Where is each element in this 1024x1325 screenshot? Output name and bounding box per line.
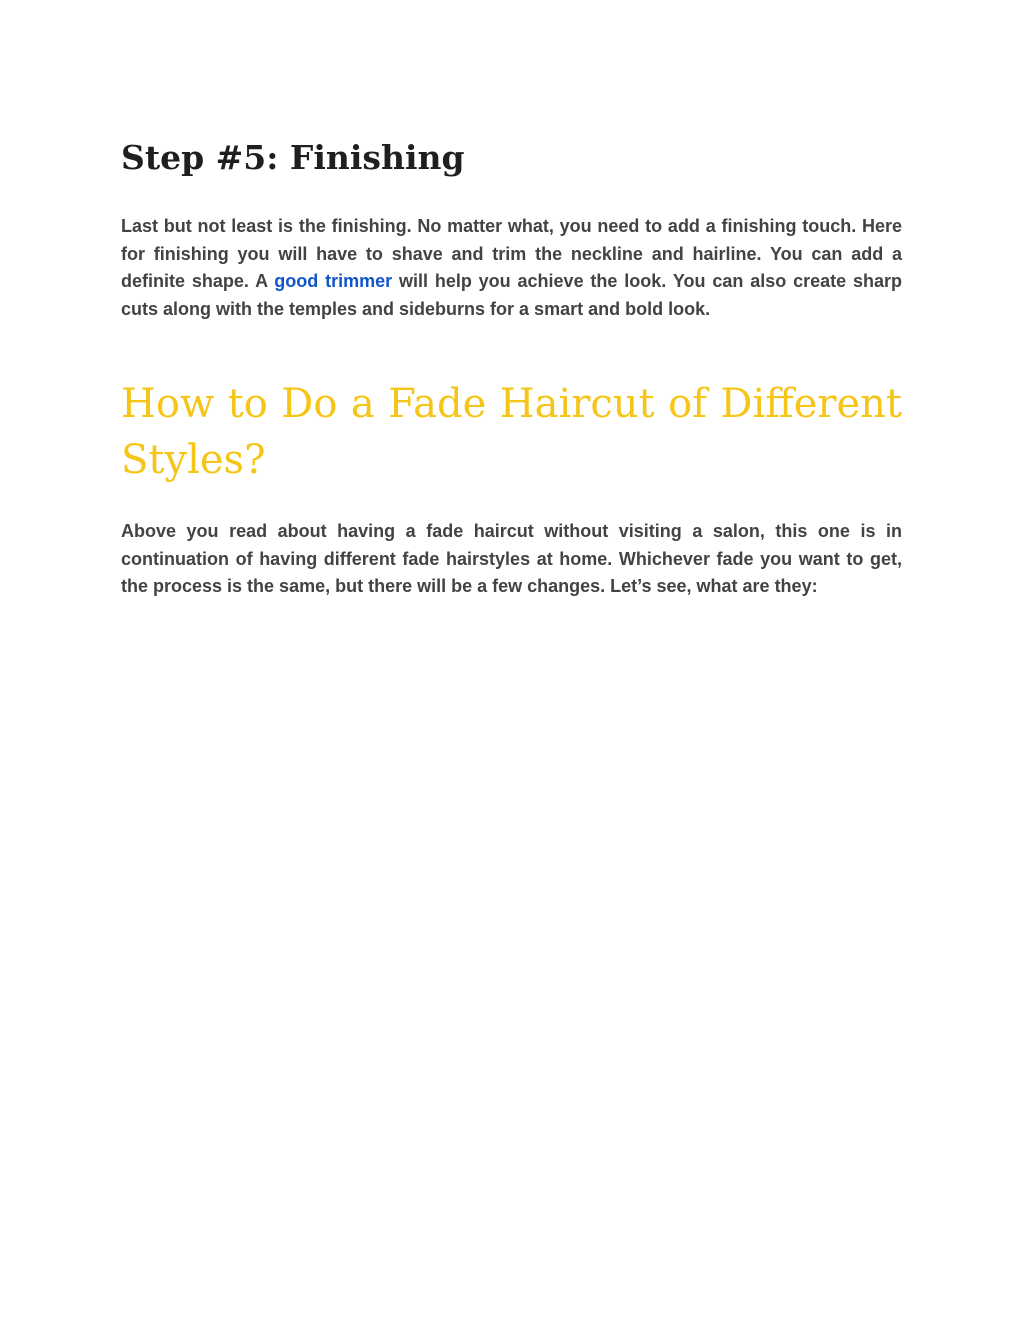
section-heading: How to Do a Fade Haircut of Different Styles?	[121, 381, 902, 483]
finishing-paragraph-text-before-link: Last but not least is the finishing. No matter what, you need to add a finishing touch. Here for finishing you will have to shave and trim the neckline and hairline. You can add a definite shape. A	[121, 216, 902, 291]
step-heading: Step #5: Finishing	[121, 138, 465, 177]
finishing-paragraph	[121, 213, 902, 323]
finishing-paragraph-text-after-link: will help you achieve the look. You can also create sharp cuts along with the temples and sideburns for a smart and bold look.	[121, 271, 902, 319]
good-trimmer-link[interactable]: good trimmer	[274, 271, 393, 291]
fade-styles-intro-paragraph: Above you read about having a fade haircut without visiting a salon, this one is in continuation of having different fade hairstyles at home. Whichever fade you want to get, the process is the same, but there will be a few changes. Let’s see, what are they:	[121, 521, 902, 596]
